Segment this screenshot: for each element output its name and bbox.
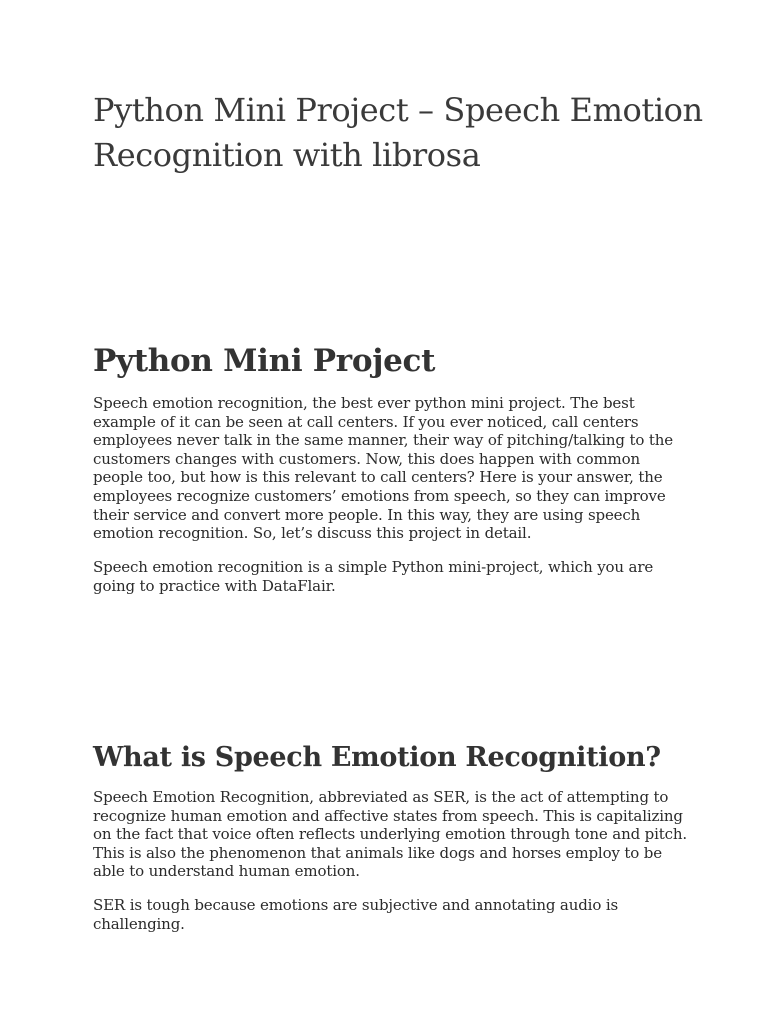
paragraph-dataflair: Speech emotion recognition is a simple Python mini-project, which you are going to practice with DataFlair. xyxy=(93,558,654,595)
paragraph-intro: Speech emotion recognition, the best ever python mini project. The best example of it can be seen at call centers. If you ever noticed, call centers employees never talk in the same manner, their way of pitching/talking to the customers changes with customers. Now, this does happen with common people too, but how is this relevant to call centers? Here is your answer, the employees recognize customers’ emotions from speech, so they can improve their service and convert more people. In this way, they are using speech emotion recognition. So, let’s discuss this project in detail. xyxy=(93,394,673,543)
document-title: Python Mini Project – Speech Emotion Recognition with librosa xyxy=(93,91,703,174)
paragraph-ser-tough: SER is tough because emotions are subjective and annotating audio is challenging. xyxy=(93,896,619,933)
section-heading-python-mini-project: Python Mini Project xyxy=(93,343,436,379)
paragraph-ser-definition: Speech Emotion Recognition, abbreviated as SER, is the act of attempting to recognize human emotion and affective states from speech. This is capitalizing on the fact that voice often reflects underlying emotion through tone and pitch. This is also the phenomenon that animals like dogs and horses employ to be able to understand human emotion. xyxy=(93,788,688,881)
section-heading-what-is-ser: What is Speech Emotion Recognition? xyxy=(93,742,661,773)
